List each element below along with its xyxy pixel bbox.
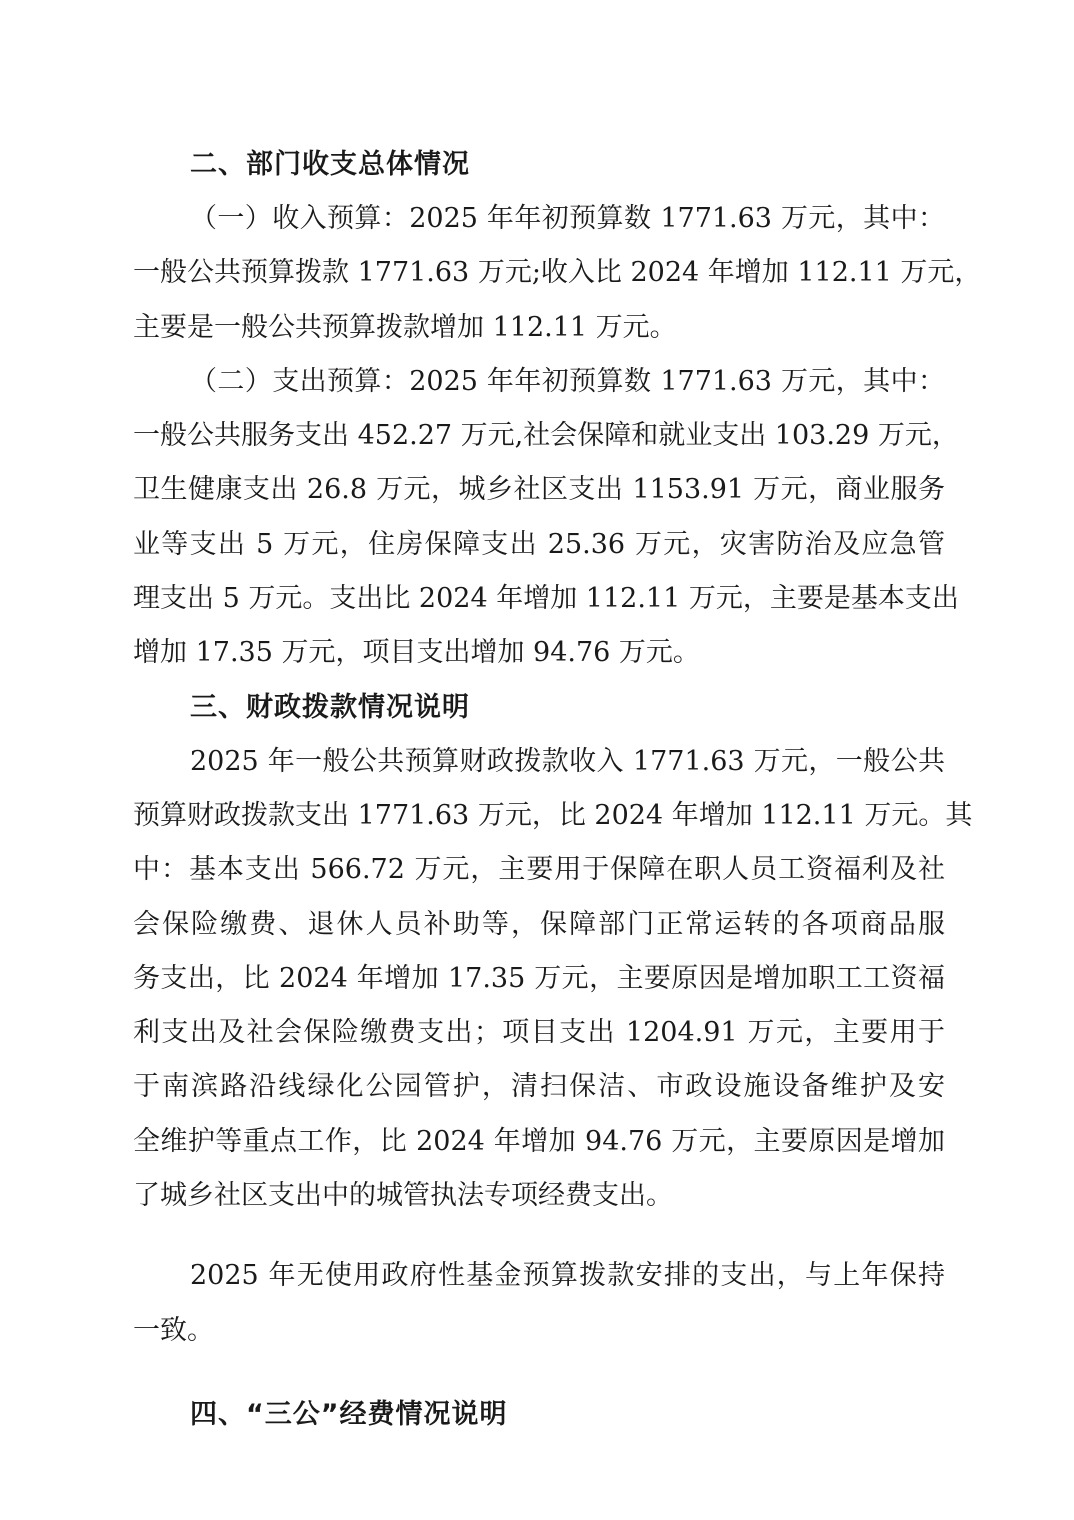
text-line: 利支出及社会保险缴费支出；项目支出 1204.91 万元，主要用于 bbox=[133, 1017, 945, 1049]
paragraph-spacer bbox=[133, 1358, 945, 1388]
text-line: 2025 年一般公共预算财政拨款收入 1771.63 万元，一般公共 bbox=[190, 745, 945, 777]
paragraph-spacer bbox=[133, 1223, 945, 1249]
text-line: 务支出，比 2024 年增加 17.35 万元，主要原因是增加职工工资福 bbox=[133, 962, 945, 994]
text-line: 预算财政拨款支出 1771.63 万元，比 2024 年增加 112.11 万元。其 bbox=[133, 799, 973, 831]
text-line: （二）支出预算：2025 年年初预算数 1771.63 万元，其中： bbox=[190, 365, 945, 397]
section-heading-fiscal-appropriation: 三、财政拨款情况说明 bbox=[190, 691, 470, 723]
text-line: 2025 年无使用政府性基金预算拨款安排的支出，与上年保持 bbox=[190, 1260, 945, 1292]
income-budget-paragraph bbox=[133, 192, 982, 355]
text-line: 一致。 bbox=[133, 1314, 214, 1346]
fiscal-appropriation-paragraph bbox=[133, 735, 973, 1224]
government-fund-paragraph bbox=[133, 1249, 945, 1358]
section-heading-three-public: 四、“三公”经费情况说明 bbox=[190, 1398, 508, 1430]
expense-budget-paragraph bbox=[133, 355, 959, 681]
text-line: 主要是一般公共预算拨款增加 112.11 万元。 bbox=[133, 311, 677, 343]
text-line: 业等支出 5 万元，住房保障支出 25.36 万元，灾害防治及应急管 bbox=[133, 528, 945, 560]
section-heading-overall: 二、部门收支总体情况 bbox=[190, 149, 470, 180]
text-line: 一般公共服务支出 452.27 万元,社会保障和就业支出 103.29 万元， bbox=[133, 420, 959, 452]
text-line: 会保险缴费、退休人员补助等，保障部门正常运转的各项商品服 bbox=[133, 908, 945, 940]
text-line: 全维护等重点工作，比 2024 年增加 94.76 万元，主要原因是增加 bbox=[133, 1125, 945, 1157]
text-line: 了城乡社区支出中的城管执法专项经费支出。 bbox=[133, 1180, 673, 1212]
text-line: 中：基本支出 566.72 万元，主要用于保障在职人员工资福利及社 bbox=[133, 854, 945, 886]
text-line: 增加 17.35 万元，项目支出增加 94.76 万元。 bbox=[133, 637, 700, 669]
text-line: 于南滨路沿线绿化公园管护，清扫保洁、市政设施设备维护及安 bbox=[133, 1071, 945, 1103]
text-line: （一）收入预算：2025 年年初预算数 1771.63 万元，其中： bbox=[190, 203, 945, 234]
text-line: 理支出 5 万元。支出比 2024 年增加 112.11 万元，主要是基本支出 bbox=[133, 583, 959, 615]
text-line: 卫生健康支出 26.8 万元，城乡社区支出 1153.91 万元，商业服务 bbox=[133, 474, 945, 506]
text-line: 一般公共预算拨款 1771.63 万元;收入比 2024 年增加 112.11 万元， bbox=[133, 257, 982, 289]
document-page bbox=[133, 138, 982, 1442]
